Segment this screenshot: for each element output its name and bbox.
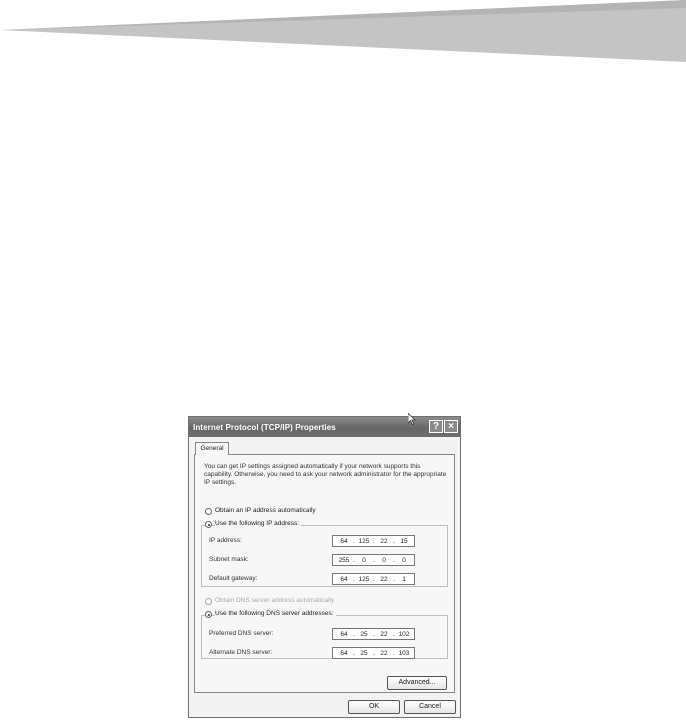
dialog-title: Internet Protocol (TCP/IP) Properties bbox=[193, 423, 336, 432]
octet-2: 125 bbox=[358, 538, 370, 545]
general-panel bbox=[194, 454, 455, 693]
octet-2: 0 bbox=[362, 557, 366, 564]
close-button[interactable]: × bbox=[444, 420, 458, 433]
octet-1: 64 bbox=[340, 650, 348, 657]
dns-auto-label: Obtain DNS server address automatically bbox=[215, 597, 335, 604]
cancel-button[interactable]: Cancel bbox=[404, 700, 456, 714]
octet-4: 102 bbox=[398, 631, 410, 638]
preferred-dns-input[interactable]: 64 . 25 . 22 . 102 bbox=[332, 628, 415, 640]
octet-4: 1 bbox=[402, 576, 406, 583]
title-bar bbox=[189, 417, 460, 437]
subnet-mask-input[interactable]: 255 . 0 . 0 . 0 bbox=[332, 554, 415, 566]
octet-3: 22 bbox=[380, 576, 388, 583]
dns-manual-label: Use the following DNS server addresses: bbox=[215, 610, 334, 617]
preferred-dns-label: Preferred DNS server: bbox=[209, 630, 274, 637]
ip-manual-label: Use the following IP address: bbox=[215, 520, 300, 527]
octet-2: 25 bbox=[360, 650, 368, 657]
ip-address-label: IP address: bbox=[209, 537, 242, 544]
octet-1: 255 bbox=[338, 557, 350, 564]
tcpip-properties-dialog bbox=[188, 416, 461, 718]
octet-3: 22 bbox=[380, 538, 388, 545]
octet-4: 15 bbox=[400, 538, 408, 545]
ip-auto-label: Obtain an IP address automatically bbox=[215, 507, 316, 514]
mouse-cursor-icon bbox=[408, 413, 416, 425]
octet-1: 64 bbox=[340, 631, 348, 638]
alternate-dns-input[interactable]: 64 . 25 . 22 . 103 bbox=[332, 647, 415, 659]
octet-1: 64 bbox=[340, 538, 348, 545]
octet-4: 0 bbox=[402, 557, 406, 564]
octet-3: 22 bbox=[380, 650, 388, 657]
dns-auto-radio[interactable] bbox=[205, 598, 212, 605]
description-text: You can get IP settings assigned automatically if your network supports this capability. Otherwise, you need to ask your network administrator for the appropriate IP settings. bbox=[204, 463, 447, 486]
ip-auto-radio[interactable] bbox=[205, 508, 212, 515]
ip-manual-radio[interactable] bbox=[205, 521, 212, 528]
octet-2: 125 bbox=[358, 576, 370, 583]
octet-4: 103 bbox=[398, 650, 410, 657]
tab-general[interactable]: General bbox=[195, 442, 229, 455]
octet-3: 22 bbox=[380, 631, 388, 638]
header-banner bbox=[0, 0, 686, 62]
default-gateway-label: Default gateway: bbox=[209, 575, 258, 582]
octet-2: 25 bbox=[360, 631, 368, 638]
octet-3: 0 bbox=[382, 557, 386, 564]
alternate-dns-label: Alternate DNS server: bbox=[209, 649, 273, 656]
advanced-button[interactable]: Advanced... bbox=[387, 676, 447, 690]
help-button[interactable]: ? bbox=[429, 420, 443, 433]
ok-button[interactable]: OK bbox=[348, 700, 400, 714]
default-gateway-input[interactable]: 64 . 125 . 22 . 1 bbox=[332, 573, 415, 585]
dns-manual-radio[interactable] bbox=[205, 611, 212, 618]
ip-address-input[interactable]: 64 . 125 . 22 . 15 bbox=[332, 535, 415, 547]
octet-1: 64 bbox=[340, 576, 348, 583]
subnet-mask-label: Subnet mask: bbox=[209, 556, 249, 563]
